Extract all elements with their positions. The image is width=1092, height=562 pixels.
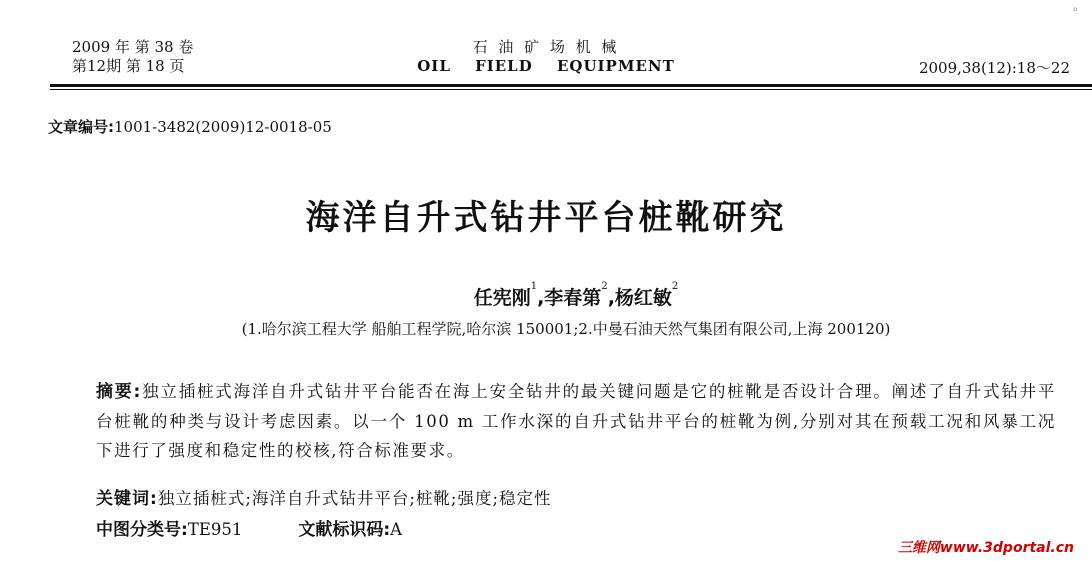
keywords <box>96 484 552 509</box>
article-number-label: 文章编号: <box>48 118 114 136</box>
abstract-label: 摘要: <box>96 382 142 402</box>
article-number <box>48 116 332 137</box>
classification <box>96 515 402 540</box>
issue-line-2: 第12期 第 18 页 <box>72 57 185 75</box>
author-separator: , <box>607 287 615 309</box>
author-name: 李春第 <box>544 287 602 309</box>
keywords-label: 关键词: <box>96 489 158 509</box>
journal-name-cn: 石 油 矿 场 机 械 <box>472 38 620 56</box>
header-rule-thin <box>50 89 1092 90</box>
author-affil-mark: 1 <box>530 281 538 292</box>
author-name: 任宪刚 <box>473 287 531 309</box>
abstract-text: 独立插桩式海洋自升式钻井平台能否在海上安全钻井的最关键问题是它的桩靴是否设计合理。阐述了自升式钻井平台桩靴的种类与设计考虑因素。以一个 100 m 工作水深的自升式钻井平台的桩靴为例,分别对其在预载工况和风暴工况下进行了强度和稳定性的校核,符合标准要求。 <box>96 382 1056 460</box>
abstract <box>96 377 1056 465</box>
corner-mark: ° <box>1072 6 1078 19</box>
author-list <box>0 283 1092 310</box>
doc-code-label: 文献标识码: <box>298 520 391 540</box>
author-name: 杨红敏 <box>614 287 672 309</box>
doc-code-value: A <box>390 520 403 539</box>
clc-value: TE951 <box>187 520 243 539</box>
affiliations: (1.哈尔滨工程大学 船舶工程学院,哈尔滨 150001;2.中曼石油天然气集团有限公司,上海 200120) <box>241 320 891 338</box>
site-watermark: 三维网www.3dportal.cn <box>897 540 1074 556</box>
author-separator: , <box>537 287 545 309</box>
article-number-value: 1001-3482(2009)12-0018-05 <box>114 118 332 136</box>
author-affil-mark: 2 <box>601 281 608 292</box>
paper-title: 海洋自升式钻井平台桩靴研究 <box>305 198 787 238</box>
keywords-text: 独立插桩式;海洋自升式钻井平台;桩靴;强度;稳定性 <box>157 489 552 508</box>
issue-line-1: 2009 年 第 38 卷 <box>72 38 194 56</box>
journal-name-en: OIL FIELD EQUIPMENT <box>417 57 675 75</box>
header-rule-thick <box>50 84 1092 87</box>
citation: 2009,38(12):18～22 <box>918 59 1070 77</box>
author-affil-mark: 2 <box>671 281 679 292</box>
clc-label: 中图分类号: <box>96 520 188 540</box>
